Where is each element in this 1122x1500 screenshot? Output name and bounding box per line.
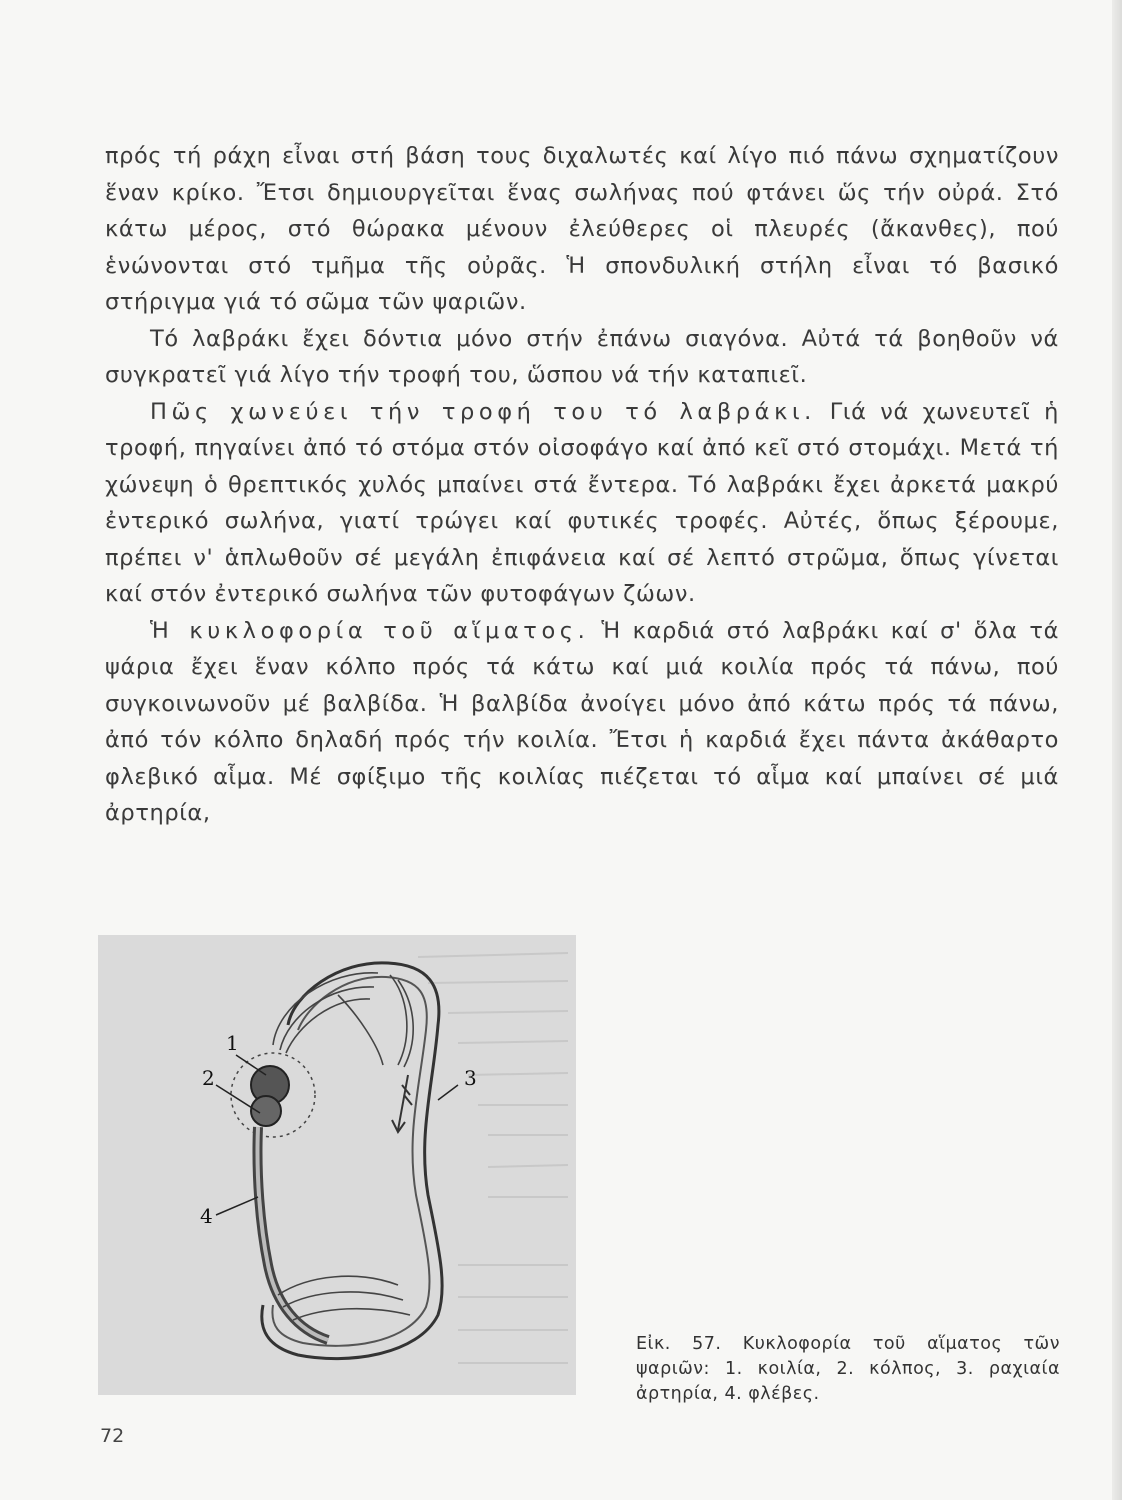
gill-vessels: [273, 973, 413, 1067]
figure-label-4: 4: [200, 1204, 213, 1228]
page-edge: [1112, 0, 1122, 1500]
vein-column: [257, 1127, 328, 1340]
figure-label-3: 3: [464, 1066, 477, 1090]
figure-label-1: 1: [226, 1031, 239, 1055]
figure-caption: Εἰκ. 57. Κυκλοφορία τοῦ αἵματος τῶν ψαριῶν: 1. κοιλία, 2. κόλπος, 3. ραχιαία ἀρτηρία, 4. φλέβες.: [636, 1334, 1060, 1404]
lower-vessels: [278, 1276, 410, 1320]
body-text: [105, 138, 1059, 832]
page-number: 72: [100, 1425, 125, 1447]
paragraph-digestion: [105, 394, 1059, 613]
paragraph-circulation-body: Ἡ καρδιά στό λαβράκι καί σ' ὅλα τά ψάρια ἔχει ἕναν κόλπο πρός τά κάτω καί μιά κοιλία πρός τά πάνω, πού συγκοινωνοῦν μέ βαλβίδα. Ἡ βαλβίδα ἀνοίγει μόνο ἀπό κάτω πρός τά πάνω, ἀπό τόν κόλπο δηλαδή πρός τήν κοιλία. Ἔτσι ἡ καρδιά ἔχει πάντα ἀκάθαρτο φλεβικό αἷμα. Μέ σφίξιμο τῆς κοιλίας πιέζεται τό αἷμα καί μπαίνει σέ μιά ἀρτηρία,: [105, 617, 1059, 826]
figure-label-2: 2: [202, 1066, 215, 1090]
paragraph-digestion-body: Γιά νά χωνευτεῖ ἡ τροφή, πηγαίνει ἀπό τό στόμα στόν οἰσοφάγο καί ἀπό κεῖ στό στομάχι. Μετά τή χώνεψη ὁ θρεπτικός χυλός μπαίνει στά ἔντερα. Τό λαβράκι ἔχει ἀρκετά μακρύ ἐντερικό σωλήνα, γιατί τρώγει καί φυτικές τροφές. Αὐτές, ὅπως ξέρουμε, πρέπει ν' ἁπλωθοῦν σέ μεγάλη ἐπιφάνεια καί σέ λεπτό στρῶμα, ὅπως γίνεται καί στόν ἐντερικό σωλήνα τῶν φυτοφάγων ζώων.: [105, 398, 1059, 607]
paragraph-circulation: [105, 613, 1059, 832]
flow-arrow: [392, 1075, 412, 1132]
circulation-diagram: [98, 935, 576, 1395]
circulation-figure: [98, 935, 576, 1395]
paragraph-teeth: Τό λαβράκι ἔχει δόντια μόνο στήν ἐπάνω σιαγόνα. Αὐτά τά βοηθοῦν νά συγκρατεῖ γιά λίγο τήν τροφή του, ὥσπου νά τήν καταπιεῖ.: [105, 325, 1059, 388]
section-heading-circulation: Ἡ κυκλοφορία τοῦ αἵματος.: [150, 617, 590, 644]
dorsal-artery-outline: [262, 963, 442, 1359]
section-heading-digestion: Πῶς χωνεύει τήν τροφή του τό λαβράκι.: [150, 398, 816, 425]
paragraph-spine: πρός τή ράχη εἶναι στή βάση τους διχαλωτές καί λίγο πιό πάνω σχηματίζουν ἕναν κρίκο. Ἔτσι δημιουργεῖται ἕνας σωλήνας πού φτάνει ὥς τήν οὐρά. Στό κάτω μέρος, στό θώρακα μένουν ἐλεύθερες οἱ πλευρές (ἄκανθες), πού ἑνώνονται στό τμῆμα τῆς οὐρᾶς. Ἡ σπονδυλική στήλη εἶναι τό βασικό στήριγμα γιά τό σῶμα τῶν ψαριῶν.: [105, 143, 1059, 315]
